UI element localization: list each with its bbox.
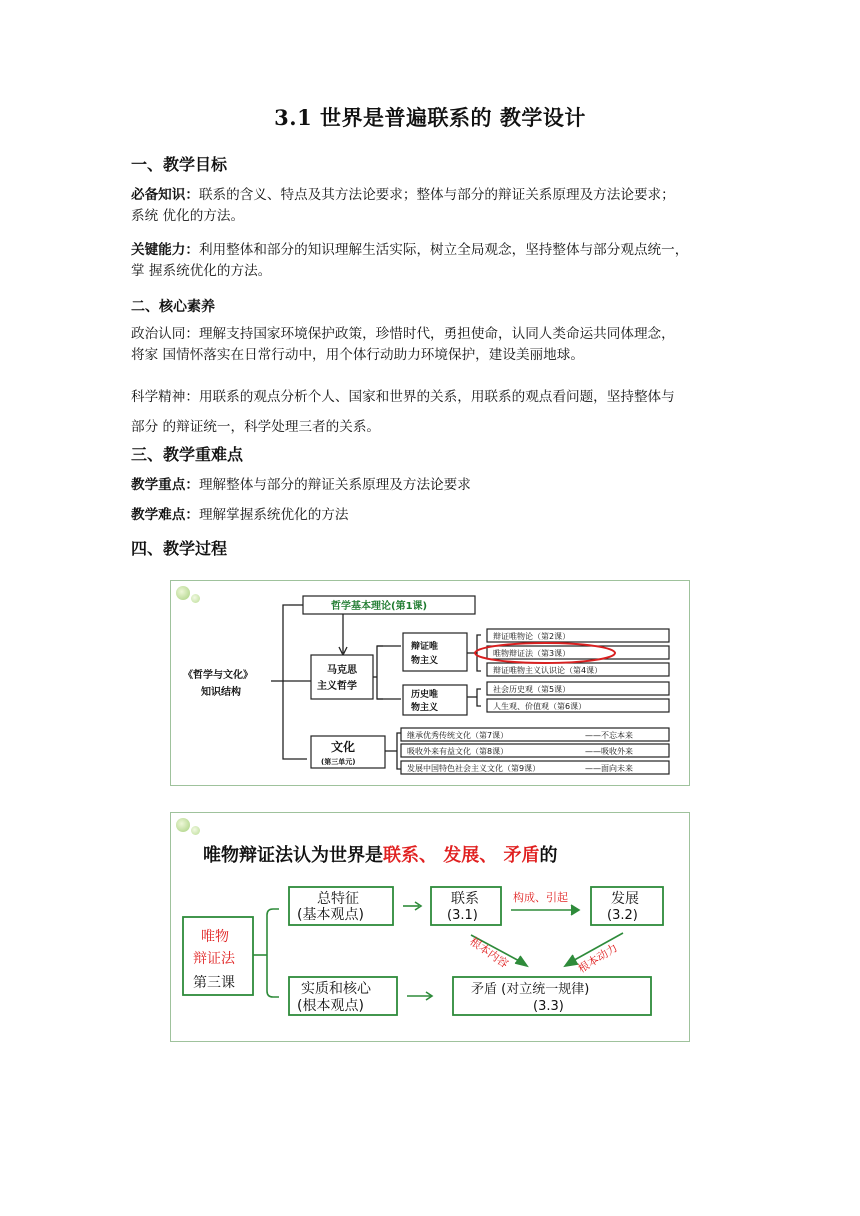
root-label: 《哲学与文化》: [183, 670, 253, 681]
node-e-label-2: (3.3): [533, 999, 564, 1014]
paragraph-political-identity: [131, 324, 731, 366]
text-line: 理解整体与部分的辩证关系原理及方法论要求: [198, 477, 471, 493]
top-node-label: 哲学基本理论(第1课): [331, 601, 428, 612]
decor-dot: [191, 826, 200, 835]
leaf-note-7: ——吸收外来: [585, 747, 633, 756]
root-label-3: 第三课: [193, 975, 235, 991]
text-line: 掌 握系统优化的方法。: [131, 263, 272, 279]
paragraph-key-point: [131, 475, 731, 496]
knowledge-structure-diagram: [170, 580, 690, 786]
decor-dot: [176, 818, 190, 832]
paragraph-scientific-spirit: [131, 382, 731, 442]
text-line: 利用整体和部分的知识理解生活实际，树立全局观念，坚持整体与部分观点统一，: [198, 242, 689, 258]
paragraph-key-ability: [131, 240, 731, 282]
leaf-label-8: 发展中国特色社会主义文化（第9课）: [407, 764, 541, 773]
leaf-label-3: 辩证唯物主义认识论（第4课）: [493, 666, 603, 675]
paragraph-difficult-point: [131, 505, 731, 526]
root-label-2: 辩证法: [193, 951, 235, 967]
node-e-label-1: 矛盾 (对立统一规律): [471, 982, 590, 997]
page-title: 3.1 世界是普遍联系的 教学设计: [274, 105, 586, 130]
root-label-1: 唯物: [201, 929, 229, 945]
text-line: 部分 的辩证统一，科学处理三者的关系。: [131, 419, 381, 435]
leaf-label-1: 辩证唯物论（第2课）: [493, 632, 571, 641]
node-a-label-2: (基本观点): [297, 907, 364, 923]
node-d-label-1: 发展: [611, 891, 639, 907]
arrow-label-top: 构成、引起: [513, 891, 568, 904]
dialectics-svg: [171, 813, 689, 1041]
arrow-label-right: 根本动力: [575, 941, 620, 976]
node-c-label-2: (3.1): [447, 908, 478, 923]
decor-dot: [191, 594, 200, 603]
culture-label: 文化: [331, 740, 356, 754]
diagram-heading: [203, 844, 558, 866]
leaf-label-5: 人生观、价值观（第6课）: [493, 702, 587, 711]
text-line: 理解掌握系统优化的方法: [198, 507, 349, 523]
root-sub-label: 知识结构: [201, 687, 241, 698]
section-heading-core-literacy: 二、核心素养: [131, 299, 215, 315]
section-heading-objectives: 一、教学目标: [131, 155, 228, 174]
leaf-label-7: 吸收外来有益文化（第8课）: [407, 747, 509, 756]
mid-node-label-1: 马克思: [327, 665, 357, 676]
node-c-label-1: 联系: [451, 891, 479, 907]
label-difficult-point: 教学难点：: [131, 507, 199, 523]
heading-end-text: 的: [539, 845, 558, 866]
node-b-label-2: (根本观点): [297, 998, 364, 1014]
leaf-label-4: 社会历史观（第5课）: [493, 685, 571, 694]
label-required-knowledge: 必备知识：: [131, 187, 199, 203]
label-key-point: 教学重点：: [131, 477, 199, 493]
leaf-label-2: 唯物辩证法（第3课）: [493, 649, 571, 658]
label-key-ability: 关键能力：: [131, 242, 199, 258]
text-line: 联系的含义、特点及其方法论要求；整体与部分的辩证关系原理及方法论要求；: [198, 187, 675, 203]
text-line: 将家 国情怀落实在日常行动中，用个体行动助力环境保护，建设美丽地球。: [131, 347, 584, 363]
culture-sub-label: (第三单元): [321, 758, 356, 766]
section-heading-process: 四、教学过程: [131, 539, 228, 558]
branch-b-label-2: 物主义: [411, 703, 439, 713]
text-line: 政治认同：理解支持国家环境保护政策，珍惜时代，勇担使命，认同人类命运共同体理念，: [131, 326, 675, 342]
dialectics-diagram: [170, 812, 690, 1042]
heading-red-text: 联系、 发展、 矛盾: [383, 845, 540, 866]
branch-a-label-2: 物主义: [411, 656, 439, 666]
text-line: 系统 优化的方法。: [131, 208, 245, 224]
heading-plain-text: 唯物辩证法认为世界是: [203, 845, 383, 866]
text-line: 科学精神：用联系的观点分析个人、国家和世界的关系，用联系的观点看问题，坚持整体与: [131, 389, 675, 405]
structure-svg: [171, 581, 689, 785]
leaf-note-8: ——面向未来: [585, 764, 633, 773]
paragraph-required-knowledge: [131, 185, 731, 227]
node-a-label-1: 总特征: [317, 891, 359, 907]
node-d-label-2: (3.2): [607, 908, 638, 923]
branch-a-label-1: 辩证唯: [411, 642, 439, 652]
node-b-label-1: 实质和核心: [301, 981, 371, 997]
decor-dot: [176, 586, 190, 600]
arrow-label-left: 根本内容: [467, 934, 511, 971]
section-heading-key-points: 三、教学重难点: [131, 445, 244, 464]
mid-node-label-2: 主义哲学: [317, 681, 357, 692]
leaf-note-6: ——不忘本来: [585, 731, 633, 740]
branch-b-label-1: 历史唯: [411, 690, 439, 700]
leaf-label-6: 继承优秀传统文化（第7课）: [407, 731, 509, 740]
